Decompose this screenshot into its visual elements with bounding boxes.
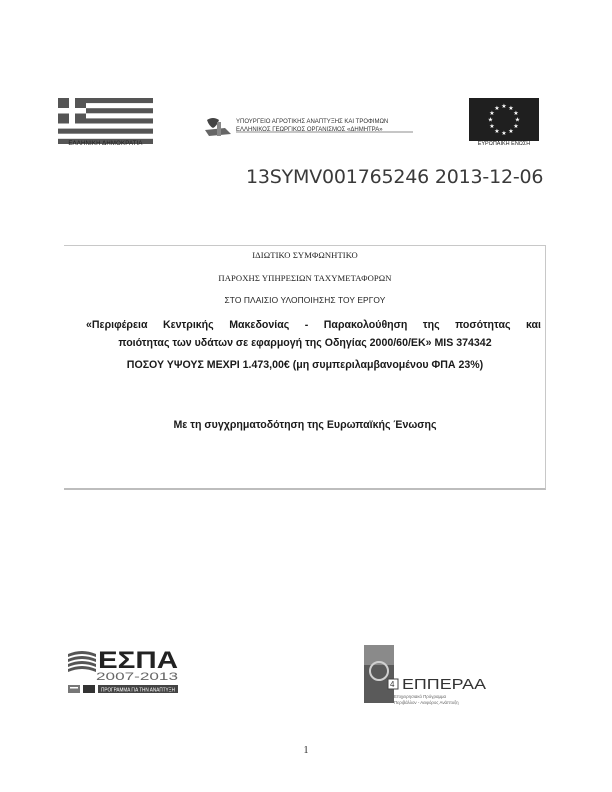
- flag-caption: ΕΛΛΗΝΙΚΗ ΔΗΜΟΚΡΑΤΙΑ: [68, 141, 143, 147]
- ministry-line-1: ΥΠΟΥΡΓΕΙΟ ΑΓΡΟΤΙΚΗΣ ΑΝΑΠΤΥΞΗΣ ΚΑΙ ΤΡΟΦΙΜΩΝ: [236, 119, 389, 125]
- svg-text:★: ★: [489, 123, 495, 130]
- svg-text:★: ★: [489, 110, 495, 117]
- project-context: ΣΤΟ ΠΛΑΙΣΙΟ ΥΛΟΠΟΙΗΣΗΣ ΤΟΥ ΕΡΓΟΥ: [224, 295, 386, 305]
- project-name-line-2: ποιότητας των υδάτων σε εφαρμογή της Οδηγίας 2000/60/ΕΚ» MIS 374342: [118, 337, 492, 349]
- epperaa-line-2: Περιβάλλον - Αειφόρος Ανάπτυξη: [394, 700, 459, 705]
- svg-text:★: ★: [494, 105, 500, 112]
- cofunding-statement: Με τη συγχρηματοδότηση της Ευρωπαϊκής Ένωσης: [173, 419, 437, 431]
- epperaa-logo: [364, 645, 489, 707]
- eu-caption: ΕΥΡΩΠΑΪΚΗ ΕΝΩΣΗ: [477, 141, 531, 147]
- svg-text:★: ★: [501, 130, 507, 137]
- svg-text:★: ★: [487, 116, 494, 124]
- ministry-line-2: ΕΛΛΗΝΙΚΟΣ ΓΕΩΡΓΙΚΟΣ ΟΡΓΑΝΙΣΜΟΣ «ΔΗΜΗΤΡΑ»: [236, 126, 383, 133]
- epperaa-line-1: Επιχειρησιακό Πρόγραμμα: [394, 694, 447, 699]
- svg-text:★: ★: [508, 105, 514, 112]
- svg-text:★: ★: [513, 123, 519, 130]
- espa-years: 2007-2013: [96, 671, 178, 683]
- contract-amount: ΠΟΣΟΥ ΥΨΟΥΣ ΜΕΧΡΙ 1.473,00€ (μη συμπεριλαμβανομένου ΦΠΑ 23%): [126, 359, 484, 371]
- project-name-line-1: «Περιφέρεια Κεντρικής Μακεδονίας - Παρακολούθηση της ποσότητας και: [86, 319, 541, 331]
- document-id: 13SYMV001765246 2013-12-06: [246, 166, 544, 188]
- eu-flag-logo: [469, 98, 539, 144]
- svg-text:★: ★: [514, 116, 521, 124]
- svg-text:4: 4: [390, 680, 395, 689]
- epperaa-word: ΕΠΠΕΡΑΑ: [402, 676, 486, 693]
- contract-subtitle: ΠΑΡΟΧΗΣ ΥΠΗΡΕΣΙΩΝ ΤΑΧΥΜΕΤΑΦΟΡΩΝ: [218, 273, 392, 283]
- greek-flag-logo: [58, 98, 153, 144]
- svg-text:★: ★: [508, 128, 514, 135]
- espa-logo: [66, 646, 181, 694]
- svg-text:★: ★: [494, 128, 500, 135]
- contract-title: ΙΔΙΩΤΙΚΟ ΣΥΜΦΩΝΗΤΙΚΟ: [252, 250, 358, 260]
- svg-text:★: ★: [501, 103, 507, 110]
- page-number: 1: [303, 745, 309, 756]
- espa-tagline: ΠΡΟΓΡΑΜΜΑ ΓΙΑ ΤΗΝ ΑΝΑΠΤΥΞΗ: [101, 687, 176, 694]
- espa-word: ΕΣΠΑ: [98, 647, 178, 674]
- svg-text:★: ★: [513, 110, 519, 117]
- ministry-name: [236, 119, 388, 134]
